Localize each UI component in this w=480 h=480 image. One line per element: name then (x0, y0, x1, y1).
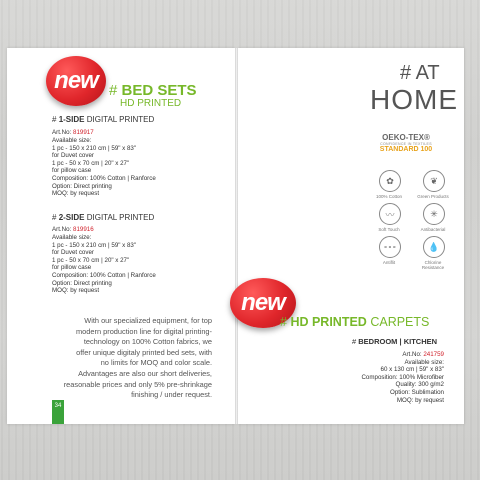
section2-art (52, 226, 94, 234)
at-label: # AT (400, 62, 440, 84)
detail-line: Composition: 100% Cotton | Ranforce (52, 174, 156, 182)
detail-line: Composition: 100% Microfiber (361, 373, 444, 381)
paragraph-line: modern production line for digital printing- (76, 326, 212, 336)
feature-label: Antibacterial (420, 227, 446, 232)
dots-icon: ∘∘∘ (379, 236, 401, 258)
art-number: 241759 (423, 351, 444, 358)
page-number: 34 (54, 403, 62, 409)
feature-label: 100% Cotton (375, 194, 403, 199)
detail-line: for pillow case (52, 167, 92, 175)
detail-line: Option: Direct printing (52, 182, 112, 190)
section1-art (52, 129, 94, 137)
page-fold (235, 48, 238, 424)
detail-line: 60 x 130 cm | 59" x 83" (380, 366, 444, 374)
detail-line: Available size: (404, 358, 444, 366)
drop-icon: 💧 (423, 236, 445, 258)
feature-label: Green Products (417, 194, 449, 199)
heading-hash: # (109, 82, 118, 99)
section1-hash: # (52, 115, 57, 124)
section1-bold: 1-SIDE (58, 115, 85, 124)
section1-rest: DIGITAL PRINTED (86, 115, 155, 124)
detail-line: MOQ: by request (396, 396, 444, 404)
section2-bold: 2-SIDE (58, 213, 85, 222)
intro-paragraph (52, 316, 212, 401)
art-label: Art.No: (52, 226, 72, 233)
carpet-art (318, 351, 444, 359)
section2-title (52, 213, 154, 222)
room-text: BEDROOM | KITCHEN (358, 337, 438, 346)
feather-icon: 〰 (379, 203, 401, 225)
bacteria-icon: ✳ (423, 203, 445, 225)
paragraph-line: finishing / under request. (131, 390, 212, 400)
art-number: 819916 (73, 226, 94, 233)
section2-details (52, 234, 156, 295)
detail-line: Composition: 100% Cotton | Ranforce (52, 271, 156, 279)
detail-line: Available size: (52, 234, 92, 241)
detail-line: for Duvet cover (52, 249, 94, 257)
home-title: HOME (370, 84, 458, 115)
room-hash: # (352, 337, 357, 346)
feature-label: Chlorine Resistance (421, 260, 445, 270)
detail-line: 1 pc - 50 x 70 cm | 20" x 27" (52, 159, 130, 167)
paragraph-line: no limits for MOQ and color scale. (100, 358, 212, 368)
oekotex-standard: STANDARD 100 (379, 146, 433, 153)
detail-line: for pillow case (52, 264, 92, 272)
paragraph-line: technology on 100% Cotton fabrics, we (83, 337, 212, 347)
carpets-heading (280, 315, 429, 329)
paragraph-line: reasonable prices and only 5% pre-shrinkage (63, 379, 212, 389)
feature-label: Antiflit (382, 260, 396, 265)
detail-line: Option: Sublimation (390, 388, 444, 396)
detail-line: Available size: (52, 137, 92, 144)
section2-rest: DIGITAL PRINTED (86, 213, 155, 222)
art-label: Art.No: (402, 351, 422, 358)
paragraph-line: Advantages are also our short deliveries, (78, 368, 212, 378)
art-label: Art.No: (52, 129, 72, 136)
art-number: 819917 (73, 129, 94, 136)
carpets-bold: HD PRINTED (290, 315, 367, 329)
section1-title (52, 115, 154, 124)
carpets-hash: # (280, 315, 287, 329)
new-badge-text: new (54, 67, 98, 94)
oekotex-logo (374, 133, 438, 153)
detail-line: MOQ: by request (52, 287, 100, 295)
room-heading (352, 337, 437, 346)
detail-line: 1 pc - 150 x 210 cm | 59" x 83" (52, 241, 137, 249)
bed-sets-heading (109, 82, 197, 99)
detail-line: MOQ: by request (52, 190, 100, 198)
new-badge-text: new (241, 289, 285, 316)
carpet-details (318, 351, 444, 404)
heading-text: BED SETS (121, 82, 197, 99)
detail-line: for Duvet cover (52, 152, 94, 160)
leaf-icon: ❦ (423, 170, 445, 192)
carpets-rest: CARPETS (370, 315, 430, 329)
section1-details (52, 137, 156, 198)
page-number-tab (52, 400, 64, 424)
oekotex-tagline: CONFIDENCE IN TEXTILES (380, 142, 432, 146)
oekotex-brand: OEKO-TEX® (382, 133, 430, 142)
detail-line: Option: Direct printing (52, 279, 112, 287)
feature-label: Soft Touch (378, 227, 400, 232)
new-badge-left (46, 56, 106, 106)
detail-line: 1 pc - 150 x 210 cm | 59" x 83" (52, 144, 137, 152)
detail-line: Quality: 300 g/m2 (395, 381, 444, 389)
cotton-icon: ✿ (379, 170, 401, 192)
paragraph-line: With our specialized equipment, for top (84, 316, 212, 325)
bed-sets-subheading: HD PRINTED (120, 98, 182, 109)
paragraph-line: offer unique digitaly printed bed sets, with (76, 347, 212, 357)
detail-line: 1 pc - 50 x 70 cm | 20" x 27" (52, 256, 130, 264)
section2-hash: # (52, 213, 57, 222)
